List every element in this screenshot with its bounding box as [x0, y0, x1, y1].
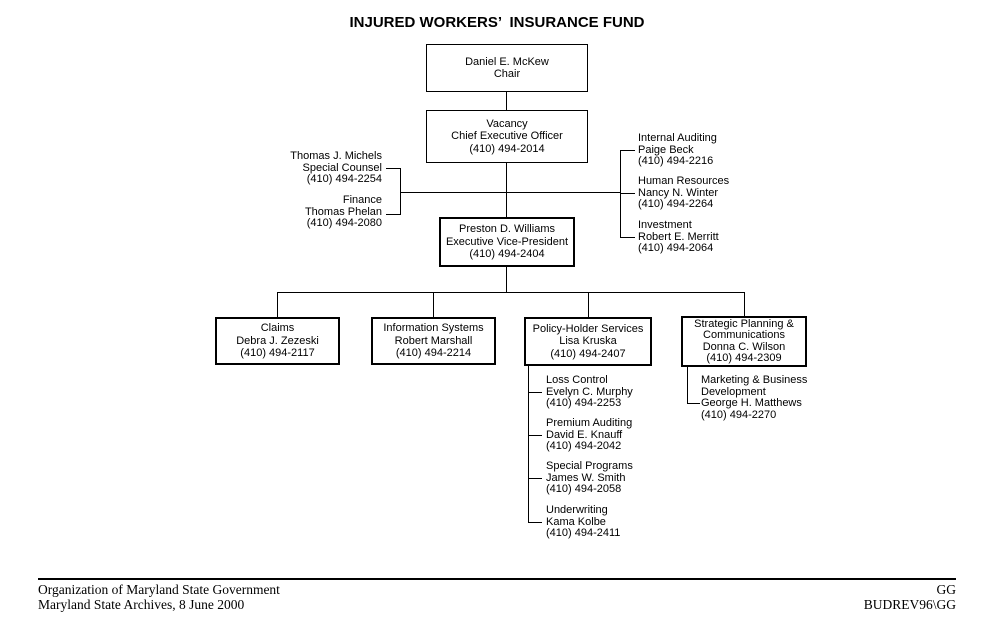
text-line: (410) 494-2407	[550, 347, 626, 360]
text-line: Evelyn C. Murphy	[546, 385, 633, 398]
connector-strategic-units-bracket	[687, 366, 688, 404]
footer-archives-line: Maryland State Archives, 8 June 2000	[38, 596, 245, 612]
connector-finance-tick	[386, 214, 400, 215]
text-line: Development	[701, 385, 766, 398]
text-line: Loss Control	[546, 374, 608, 386]
internal-auditing-label	[638, 133, 717, 168]
connector-premium-auditing-tick	[528, 435, 542, 436]
marketing-business-development-label	[701, 375, 807, 421]
connector-loss-control-tick	[528, 392, 542, 393]
text-line: Thomas J. Michels	[290, 150, 382, 162]
text-line: Nancy N. Winter	[638, 186, 719, 199]
text-line: David E. Knauff	[546, 428, 623, 441]
connector-special-counsel-tick	[386, 168, 400, 169]
connector-left-bracket	[400, 168, 401, 215]
text-line: Daniel E. McKew	[465, 55, 549, 68]
connector-strategic-drop	[744, 292, 745, 317]
text-line: Communications	[703, 329, 785, 341]
chair-box	[426, 44, 588, 92]
connector-evp-drop	[506, 267, 507, 292]
footer-gg-line: GG	[936, 582, 956, 597]
text-line: Human Resources	[638, 175, 730, 187]
text-line: Investment	[638, 219, 692, 231]
page-title: INJURED WORKERS’ INSURANCE FUND	[349, 14, 645, 31]
text-line: Lisa Kruska	[559, 335, 617, 348]
text-line: Special Counsel	[302, 161, 382, 174]
text-line: (410) 494-2253	[546, 397, 622, 409]
text-line: Finance	[342, 194, 382, 206]
text-line: Underwriting	[546, 504, 608, 516]
text-line: Chair	[493, 68, 521, 80]
text-line: James W. Smith	[546, 471, 626, 484]
policy-holder-services-box	[524, 317, 652, 366]
connector-right-bracket	[620, 150, 621, 238]
claims-box	[215, 317, 340, 365]
text-line: (410) 494-2254	[306, 173, 382, 185]
text-line: (410) 494-2014	[469, 142, 545, 155]
text-line: Marketing & Business	[701, 374, 808, 386]
investment-label	[638, 220, 719, 255]
finance-label	[262, 195, 382, 230]
text-line: (410) 494-2309	[706, 352, 782, 364]
premium-auditing-label	[546, 418, 632, 453]
footer-rule	[38, 578, 956, 580]
text-line: Debra J. Zezeski	[236, 334, 319, 347]
text-line: (410) 494-2270	[701, 408, 777, 421]
connector-human-resources-tick	[620, 193, 635, 194]
text-line: Policy-Holder Services	[532, 322, 644, 335]
text-line: (410) 494-2404	[469, 248, 545, 261]
text-line: (410) 494-2064	[638, 242, 714, 254]
text-line: (410) 494-2411	[546, 527, 621, 539]
executive-vice-president-box	[439, 217, 575, 267]
ceo-box	[426, 110, 588, 163]
connector-information-systems-drop	[433, 292, 434, 317]
underwriting-label	[546, 505, 620, 540]
text-line: Robert E. Merritt	[638, 230, 719, 243]
text-line: (410) 494-2117	[240, 347, 315, 360]
footer-code	[864, 583, 956, 612]
text-line: (410) 494-2080	[306, 217, 382, 229]
human-resources-label	[638, 176, 729, 211]
connector-policy-holder-drop	[588, 292, 589, 317]
footer-credit	[38, 583, 280, 612]
text-line: Premium Auditing	[546, 417, 633, 429]
text-line: Donna C. Wilson	[702, 340, 786, 353]
text-line: Information Systems	[383, 322, 484, 335]
connector-staff-horizontal	[400, 192, 620, 193]
text-line: (410) 494-2058	[546, 483, 622, 495]
connector-chair-ceo	[506, 92, 507, 110]
text-line: (410) 494-2216	[638, 155, 714, 167]
text-line: Robert Marshall	[394, 334, 473, 347]
text-line: Chief Executive Officer	[451, 130, 563, 143]
connector-internal-auditing-tick	[620, 150, 635, 151]
information-systems-box	[371, 317, 496, 365]
text-line: Special Programs	[546, 460, 633, 472]
connector-policy-units-bracket	[528, 365, 529, 522]
text-line: Strategic Planning &	[694, 317, 794, 330]
text-line: Internal Auditing	[638, 132, 717, 144]
connector-departments-horizontal	[277, 292, 745, 293]
text-line: Vacancy	[486, 117, 528, 130]
text-line: (410) 494-2042	[546, 440, 622, 452]
connector-special-programs-tick	[528, 478, 542, 479]
text-line: Paige Beck	[638, 143, 694, 156]
text-line: Preston D. Williams	[459, 223, 555, 236]
text-line: Thomas Phelan	[304, 205, 382, 218]
text-line: George H. Matthews	[701, 397, 802, 409]
footer-organization-line: Organization of Maryland State Government	[38, 582, 280, 597]
connector-investment-tick	[620, 237, 635, 238]
text-line: Kama Kolbe	[546, 515, 606, 528]
text-line: (410) 494-2264	[638, 198, 714, 210]
footer-budrev-line: BUDREV96\GG	[863, 596, 956, 612]
special-programs-label	[546, 461, 633, 496]
connector-ceo-evp	[506, 163, 507, 217]
text-line: (410) 494-2214	[395, 347, 472, 360]
connector-underwriting-tick	[528, 522, 542, 523]
connector-marketing-tick	[687, 403, 700, 404]
special-counsel-label	[262, 151, 382, 186]
text-line: Executive Vice-President	[445, 235, 569, 248]
text-line: Claims	[260, 322, 295, 335]
connector-claims-drop	[277, 292, 278, 317]
strategic-planning-box	[681, 316, 807, 367]
loss-control-label	[546, 375, 633, 410]
